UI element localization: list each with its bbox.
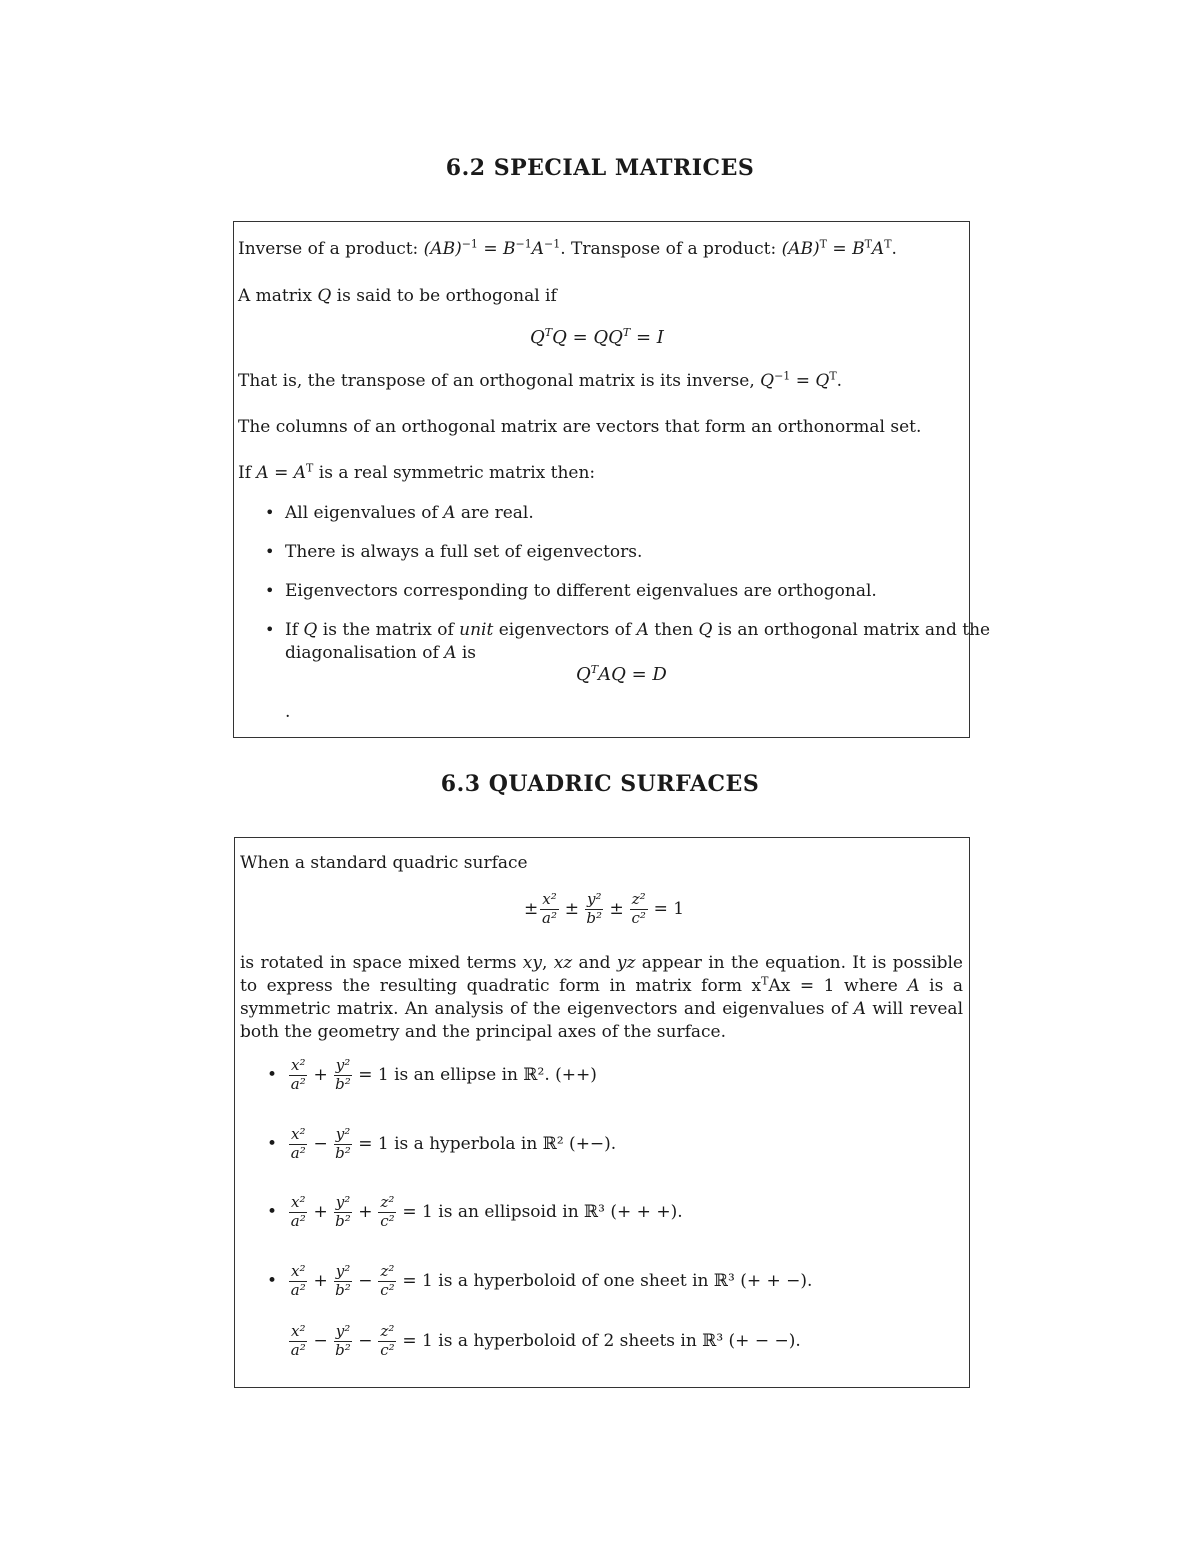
- math: A: [443, 503, 456, 523]
- text: is an orthogonal matrix and the: [712, 620, 991, 640]
- bullet-icon: •: [267, 1202, 278, 1223]
- rhs: = 1: [653, 899, 685, 920]
- quadric-item: [267, 1262, 813, 1299]
- emphasis: unit: [459, 620, 494, 640]
- section-title-special-matrices: 6.2 SPECIAL MATRICES: [445, 155, 755, 181]
- standard-quadric-equation: [524, 892, 688, 927]
- fraction: [289, 1058, 307, 1093]
- sup: −1: [515, 237, 532, 251]
- denominator: b²: [335, 1143, 351, 1162]
- sup: T: [544, 326, 553, 339]
- numerator: z²: [380, 1262, 395, 1280]
- fraction: [289, 1195, 307, 1230]
- math: = B: [477, 239, 516, 259]
- numerator: z²: [631, 890, 646, 908]
- fraction: [334, 1195, 353, 1230]
- list-item: • Eigenvectors corresponding to different eigenvalues are orthogonal.: [285, 581, 877, 601]
- sup: T: [622, 326, 631, 339]
- fraction: [289, 1127, 307, 1162]
- denominator: b²: [335, 1280, 351, 1299]
- quadric-description: = 1 is an ellipsoid in ℝ³ (+ + +).: [402, 1202, 683, 1223]
- math: AQ = D: [598, 664, 667, 685]
- sup: −1: [774, 369, 791, 383]
- quadric-intro: When a standard quadric surface: [240, 853, 528, 873]
- sup: T: [884, 237, 892, 251]
- text: is the matrix of: [317, 620, 460, 640]
- math: Q: [530, 327, 545, 348]
- sign: +: [313, 1202, 328, 1223]
- fraction: [585, 892, 604, 927]
- quadric-description: = 1 is a hyperbola in ℝ² (+−).: [358, 1134, 617, 1155]
- fraction: [289, 1324, 307, 1359]
- rotation-paragraph: [240, 952, 963, 1044]
- denominator: c²: [380, 1340, 395, 1359]
- math: A: [531, 239, 544, 259]
- math: A: [444, 643, 457, 663]
- numerator: y²: [335, 1056, 351, 1074]
- numerator: x²: [291, 1262, 306, 1280]
- fraction: [630, 892, 648, 927]
- math: (AB): [423, 239, 462, 259]
- text: ,: [541, 953, 554, 973]
- list-item: [285, 503, 534, 523]
- sign: +: [358, 1202, 373, 1223]
- quadric-item: [287, 1324, 801, 1359]
- bullet-icon: •: [267, 1271, 278, 1292]
- denominator: b²: [335, 1340, 351, 1359]
- sup: T: [864, 237, 872, 251]
- text: will reveal both the geometry and the principal axes of the surface.: [240, 999, 964, 1042]
- math: = Q: [790, 371, 830, 391]
- sup: T: [829, 369, 837, 383]
- math: xz: [553, 953, 573, 973]
- quadric-description: = 1 is an ellipse in ℝ². (++): [358, 1065, 597, 1086]
- columns-statement: The columns of an orthogonal matrix are vectors that form an orthonormal set.: [238, 417, 922, 437]
- text: and: [572, 953, 617, 973]
- diagonalisation-equation: [576, 664, 667, 685]
- math: Q: [576, 664, 591, 685]
- math: Q: [698, 620, 713, 640]
- denominator: a²: [290, 1211, 306, 1230]
- sign: +: [313, 1065, 328, 1086]
- math: A: [907, 976, 920, 996]
- math: Q: [760, 371, 775, 391]
- denominator: b²: [335, 1074, 351, 1093]
- denominator: c²: [380, 1280, 395, 1299]
- text: is said to be orthogonal if: [331, 286, 557, 306]
- text: All eigenvalues of: [285, 503, 444, 523]
- inverse-statement: [238, 371, 842, 391]
- text: is rotated in space mixed terms: [240, 953, 523, 973]
- quadric-description: = 1 is a hyperboloid of one sheet in ℝ³ (+ + −).: [402, 1271, 813, 1292]
- numerator: x²: [542, 890, 557, 908]
- denominator: c²: [380, 1211, 395, 1230]
- sign: ±: [564, 899, 579, 920]
- sup: T: [590, 663, 599, 676]
- text: A matrix: [238, 286, 318, 306]
- numerator: z²: [380, 1193, 395, 1211]
- list-item: • There is always a full set of eigenvectors.: [285, 542, 642, 562]
- sign: −: [313, 1134, 328, 1155]
- orthogonal-equation: [530, 327, 664, 348]
- text: If: [238, 463, 257, 483]
- fraction: [378, 1324, 396, 1359]
- text: . Transpose of a product:: [560, 239, 782, 259]
- text: appear in the equation. It is possible to express the resulting quadratic form in matrix form x: [240, 953, 963, 996]
- sup: −1: [461, 237, 478, 251]
- math: A = A: [256, 463, 307, 483]
- text: diagonalisation of: [285, 643, 445, 663]
- list-item: [285, 620, 990, 640]
- denominator: a²: [290, 1280, 306, 1299]
- sign: −: [358, 1271, 373, 1292]
- denominator: a²: [290, 1074, 306, 1093]
- denominator: b²: [586, 908, 603, 927]
- numerator: y²: [335, 1125, 351, 1143]
- fraction: [289, 1264, 307, 1299]
- sup: T: [761, 974, 769, 988]
- orthogonal-definition: [238, 286, 557, 306]
- list-item-continuation: [285, 643, 476, 663]
- math: A: [871, 239, 885, 259]
- text: Inverse of a product:: [238, 239, 424, 259]
- text: are real.: [455, 503, 534, 523]
- numerator: x²: [291, 1322, 306, 1340]
- math: Q: [317, 286, 332, 306]
- symmetric-statement: [238, 463, 595, 483]
- numerator: y²: [335, 1262, 351, 1280]
- numerator: y²: [335, 1322, 351, 1340]
- stray-dot: .: [285, 702, 291, 722]
- fraction: [334, 1264, 353, 1299]
- numerator: x²: [291, 1193, 306, 1211]
- math: (AB): [781, 239, 820, 259]
- numerator: x²: [291, 1056, 306, 1074]
- fraction: [334, 1058, 353, 1093]
- denominator: a²: [542, 908, 557, 927]
- text: .: [891, 239, 897, 259]
- fraction: [378, 1264, 396, 1299]
- numerator: z²: [380, 1322, 395, 1340]
- sign: ±: [609, 899, 624, 920]
- denominator: b²: [335, 1211, 351, 1230]
- math: Q: [303, 620, 318, 640]
- denominator: a²: [290, 1340, 306, 1359]
- text: That is, the transpose of an orthogonal matrix is its inverse,: [238, 371, 761, 391]
- math: A: [853, 999, 867, 1019]
- numerator: y²: [335, 1193, 351, 1211]
- text: then: [648, 620, 699, 640]
- math: Q = QQ: [552, 327, 623, 348]
- fraction: [540, 892, 558, 927]
- quadric-item: [267, 1193, 683, 1230]
- text: .: [836, 371, 843, 391]
- sup: −1: [543, 237, 561, 251]
- sign: +: [313, 1271, 328, 1292]
- sign: ±: [524, 899, 539, 920]
- quadric-item: [267, 1125, 617, 1162]
- fraction: [334, 1127, 353, 1162]
- numerator: x²: [291, 1125, 306, 1143]
- sup: T: [819, 237, 828, 251]
- text: is a real symmetric matrix then:: [313, 463, 596, 483]
- sup: T: [306, 461, 314, 475]
- text: is: [456, 643, 477, 663]
- numerator: y²: [586, 890, 602, 908]
- math: = B: [827, 239, 865, 259]
- math: A: [636, 620, 649, 640]
- denominator: a²: [290, 1143, 306, 1162]
- bullet-icon: •: [267, 1065, 278, 1086]
- sign: −: [313, 1331, 328, 1352]
- section-title-quadric-surfaces: 6.3 QUADRIC SURFACES: [440, 771, 760, 797]
- math: xy: [522, 953, 542, 973]
- bullet-icon: •: [267, 1134, 278, 1155]
- text: eigenvectors of: [493, 620, 637, 640]
- text: Ax = 1 where: [768, 976, 908, 996]
- fraction: [378, 1195, 396, 1230]
- product-rules-line: [238, 239, 897, 259]
- sign: −: [358, 1331, 373, 1352]
- fraction: [334, 1324, 353, 1359]
- text: If: [285, 620, 304, 640]
- denominator: c²: [631, 908, 646, 927]
- math: = I: [630, 327, 664, 348]
- quadric-item: [267, 1056, 597, 1093]
- text: is a symmetric matrix. An analysis of the eigenvectors and eigenvalues of: [240, 976, 963, 1019]
- math: yz: [616, 953, 636, 973]
- quadric-description: = 1 is a hyperboloid of 2 sheets in ℝ³ (+ − −).: [402, 1331, 801, 1352]
